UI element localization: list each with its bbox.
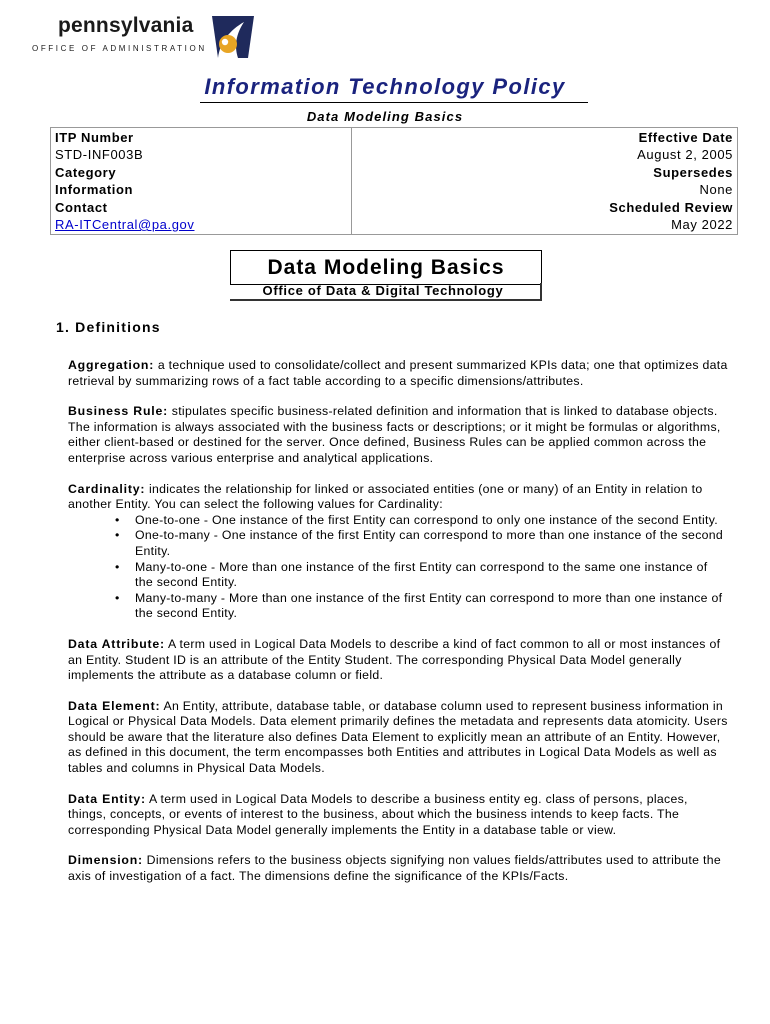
keystone-icon (208, 12, 258, 62)
meta-row (51, 128, 738, 235)
logo-wordmark: pennsylvania (58, 14, 194, 37)
definition-business-rule (68, 404, 728, 466)
definition-term: Cardinality: (68, 481, 146, 496)
pennsylvania-logo (22, 8, 242, 58)
document-office: Office of Data & Digital Technology (230, 283, 542, 301)
supersedes-value: None (699, 182, 733, 198)
contact-label: Contact (55, 199, 108, 215)
definition-aggregation (68, 358, 728, 389)
definition-term: Data Attribute: (68, 636, 165, 651)
supersedes-label: Supersedes (653, 164, 733, 180)
category-value: Information (55, 182, 134, 198)
definition-data-attribute (68, 637, 728, 684)
definition-term: Business Rule: (68, 404, 169, 419)
title-underline (200, 102, 588, 103)
definition-dimension (68, 853, 728, 884)
definition-data-element (68, 699, 728, 777)
effective-date-label: Effective Date (638, 130, 733, 145)
list-item: • Many-to-many - More than one instance of the first Entity can correspond to more than one instance of the second Entity. (135, 591, 728, 622)
policy-subtitle: Data Modeling Basics (306, 109, 464, 124)
list-item: • One-to-one - One instance of the first Entity can correspond to only one instance of the second Entity. (135, 513, 728, 529)
scheduled-review-label: Scheduled Review (609, 199, 733, 215)
definition-data-entity (68, 792, 728, 839)
category-label: Category (55, 164, 117, 180)
definition-term: Data Entity: (68, 791, 146, 806)
definition-text: stipulates specific business-related definition and information that is linked to database objects. The information is always associated with the business facts or descriptions; or it might be formulas or algorithms, either client-based or destined for the server. Once defined, Business Rules can be applied common across the enterprise across various enterprise and analytical applications. (68, 404, 721, 465)
list-item: • Many-to-one - More than one instance of the first Entity can correspond to the same one instance of the second Entity. (135, 560, 728, 591)
effective-date-value: August 2, 2005 (637, 147, 733, 163)
policy-title: Information Technology Policy (204, 74, 566, 99)
definition-text: a technique used to consolidate/collect and present summarized KPIs data; one that optimizes data retrieval by summarizing rows of a fact table according to a specific dimensions/attributes. (68, 358, 728, 388)
document-title: Data Modeling Basics (230, 250, 542, 285)
definition-text: Dimensions refers to the business objects signifying non values fields/attributes used to attribute the axis of investigation of a fact. The dimensions define the significance of the KPIs/Facts. (68, 853, 721, 884)
contact-email-link[interactable]: RA-ITCentral@pa.gov (55, 217, 195, 233)
list-item: • One-to-many - One instance of the first Entity can correspond to more than one instance of the second Entity. (135, 528, 728, 559)
definition-text: indicates the relationship for linked or associated entities (one or many) of an Entity in relation to another Entity. You can select the following values for Cardinality: (68, 481, 703, 512)
definition-term: Data Element: (68, 698, 161, 713)
definition-term: Aggregation: (68, 358, 155, 372)
cardinality-values-list (68, 513, 728, 622)
definition-text: A term used in Logical Data Models to describe a kind of fact common to all or most instances of an Entity. Student ID is an attribute of the Entity Student. The corresponding Physical Data Model generally implements the attribute as a database column or field. (68, 636, 721, 683)
itp-number-label: ITP Number (55, 130, 134, 145)
scheduled-review-value: May 2022 (671, 217, 733, 233)
policy-metadata-table (50, 127, 738, 235)
logo-subtitle: OFFICE OF ADMINISTRATION (32, 44, 207, 53)
meta-right-cell (352, 128, 738, 235)
itp-number-value: STD-INF003B (55, 147, 144, 163)
definition-cardinality (68, 482, 728, 622)
definition-text: An Entity, attribute, database table, or database column used to represent business information in Logical or Physical Data Models. Data element primarily defines the metadata and represents data atomicity. Users should be aware that the literature also defines Data Element to explicitly mean an attribute of an Entity. However, as defined in this document, the term encompasses both Entities and attributes in Logical Data Models as well as tables and columns in Physical Data Models. (68, 698, 728, 776)
meta-left-cell (51, 128, 352, 235)
definition-term: Dimension: (68, 853, 143, 868)
section-heading: 1. Definitions (56, 319, 161, 335)
definition-text: A term used in Logical Data Models to describe a business entity eg. class of persons, places, things, concepts, or events of interest to the business, about which the business intends to keep facts. The corresponding Physical Data Model generally implements the Entity in a database table or view. (68, 791, 688, 837)
definitions-list (68, 358, 728, 900)
